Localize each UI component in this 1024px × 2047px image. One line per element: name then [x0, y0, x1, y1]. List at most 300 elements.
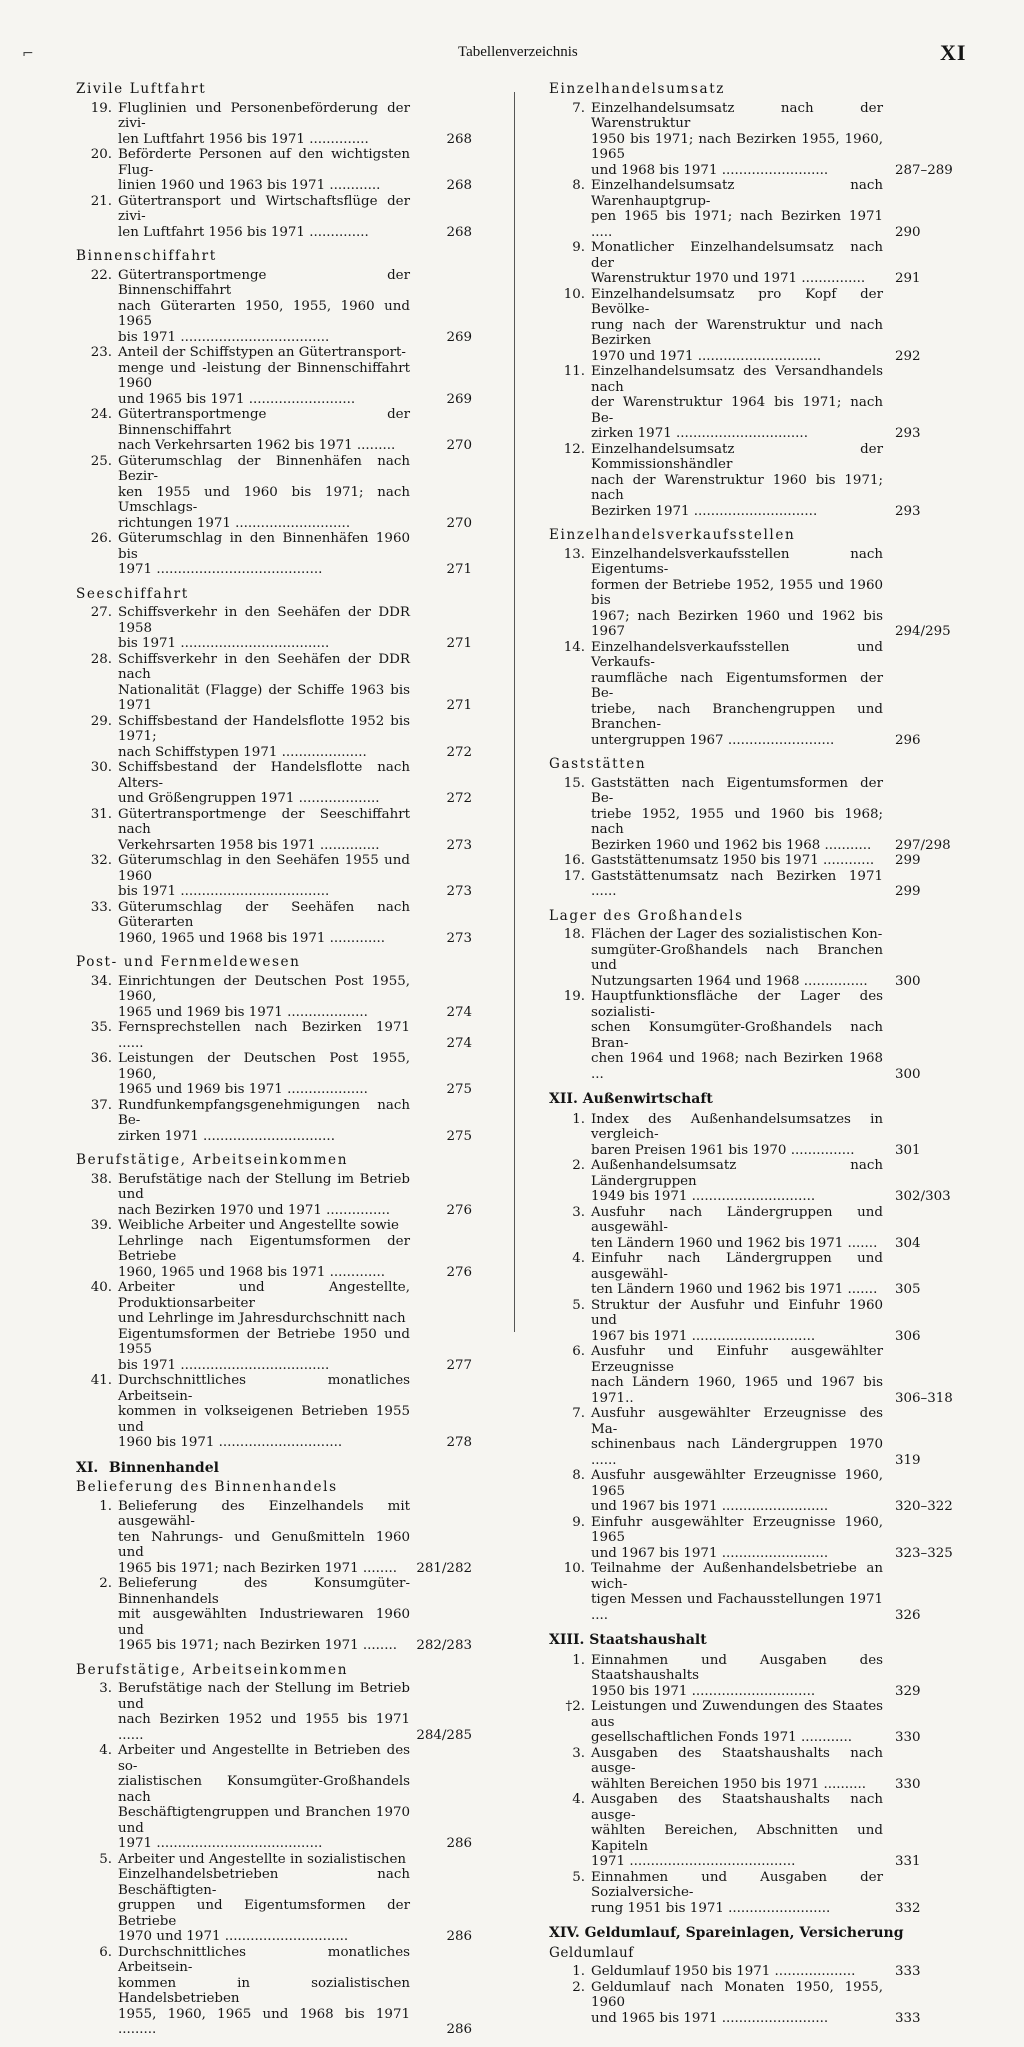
toc-entry[interactable] — [545, 1468, 975, 1515]
entry-title-line: rung nach der Warenstruktur und nach Bezirken — [591, 317, 883, 348]
entry-title-line: Einzelhandelsumsatz der Kommissionshändler — [591, 441, 883, 472]
entry-number: 8. — [572, 1468, 585, 1483]
entry-page-number: 270 — [446, 438, 472, 453]
entry-page-number: 275 — [446, 1128, 472, 1144]
entry-number: 2. — [572, 1979, 585, 1995]
entry-title — [591, 1251, 883, 1298]
toc-entry[interactable] — [72, 807, 472, 854]
entry-number: 39. — [90, 1218, 112, 1233]
entry-title — [118, 268, 410, 346]
entry-title — [118, 454, 410, 532]
entry-number: 26. — [90, 531, 112, 546]
entry-title-line: gruppen und Eigentumsformen der Betriebe — [118, 1898, 410, 1929]
entry-title — [118, 1852, 410, 1945]
entry-number: 4. — [572, 1792, 585, 1807]
toc-entry[interactable] — [545, 547, 975, 640]
toc-section — [72, 587, 472, 947]
entry-title-line: Arbeiter und Angestellte, Produktionsarbeiter — [118, 1280, 410, 1311]
entry-title — [118, 807, 410, 854]
entry-page-number: 268 — [446, 178, 472, 193]
entry-title — [591, 869, 883, 900]
entry-number: 1. — [572, 1111, 585, 1127]
toc-entry[interactable] — [72, 147, 472, 194]
entry-title — [118, 760, 410, 807]
toc-entry[interactable] — [72, 1218, 472, 1280]
entry-page-number: 271 — [446, 636, 472, 651]
toc-entry[interactable] — [72, 1020, 472, 1051]
toc-entry[interactable] — [72, 1098, 472, 1145]
entry-title — [118, 1499, 410, 1577]
toc-section — [72, 1663, 472, 2038]
toc-entry[interactable] — [72, 345, 472, 407]
entry-title-line: Einfuhr ausgewählter Erzeugnisse 1960, 1965 — [591, 1514, 883, 1545]
entry-title-line: Einrichtungen der Deutschen Post 1955, 1960, — [118, 973, 410, 1004]
entry-page-number: 300 — [895, 1066, 921, 1082]
toc-entry[interactable] — [545, 776, 975, 854]
toc-entry[interactable] — [545, 927, 975, 989]
entry-page-number: 306 — [895, 1328, 921, 1344]
entry-title-line: Struktur der Ausfuhr und Einfuhr 1960 und — [591, 1297, 883, 1328]
entry-title-line: 1960, 1965 und 1968 bis 1971 ............. — [118, 930, 385, 946]
entry-title-line: ken 1955 und 1960 bis 1971; nach Umschlags- — [118, 484, 410, 515]
entry-title — [118, 1172, 410, 1219]
entry-number: 1. — [572, 1652, 585, 1668]
entry-number: 17. — [563, 868, 585, 884]
entry-title — [591, 101, 883, 179]
entry-page-number: 272 — [446, 744, 472, 760]
chapter-number: XI. — [76, 1459, 99, 1476]
toc-entry[interactable] — [72, 974, 472, 1021]
entry-title — [591, 178, 883, 240]
entry-title-line: linien 1960 und 1963 bis 1971 ............ — [118, 178, 381, 193]
entry-page-number: 274 — [446, 1035, 472, 1051]
entry-page-number: 291 — [895, 271, 921, 286]
toc-section — [545, 909, 975, 1083]
toc-entry[interactable] — [72, 605, 472, 652]
entry-number: 2. — [572, 1158, 585, 1173]
entry-page-number: 326 — [895, 1607, 921, 1623]
entry-title-line: nach Bezirken 1952 und 1955 bis 1971 ...... — [118, 1712, 410, 1743]
toc-section — [545, 1653, 975, 1917]
entry-title-line: Berufstätige nach der Stellung im Betrieb und — [118, 1681, 410, 1712]
entry-title-line: rung 1951 bis 1971 ........................ — [591, 1900, 831, 1916]
running-header-title: Tabellenverzeichnis — [458, 44, 578, 60]
entry-number: 37. — [90, 1097, 112, 1113]
toc-entry[interactable] — [545, 287, 975, 365]
entry-title — [118, 1681, 410, 1743]
toc-entry[interactable] — [545, 1699, 975, 1746]
entry-page-number: 320–322 — [895, 1499, 953, 1514]
entry-title — [118, 1098, 410, 1145]
entry-title-line: pen 1965 bis 1971; nach Bezirken 1971 ..... — [591, 209, 883, 240]
entry-title — [591, 776, 883, 854]
entry-page-number: 333 — [895, 2010, 921, 2026]
toc-entry[interactable] — [72, 1280, 472, 1373]
entry-title — [118, 1743, 410, 1852]
entry-title-line: Bezirken 1960 und 1962 bis 1968 ........... — [591, 837, 872, 853]
entry-title-line: und 1967 bis 1971 ......................... — [591, 1499, 829, 1514]
toc-section — [72, 1153, 472, 1451]
entry-page-number: 329 — [895, 1683, 921, 1699]
entry-page-number: 304 — [895, 1235, 921, 1251]
entry-title-line: kommen in volkseigenen Betrieben 1955 und — [118, 1404, 410, 1435]
entry-title-line: Außenhandelsumsatz nach Ländergruppen — [591, 1158, 883, 1189]
entry-title — [591, 1406, 883, 1468]
chapter-title: Außenwirtschaft — [582, 1091, 713, 1107]
toc-entry[interactable] — [545, 364, 975, 442]
entry-title — [118, 1280, 410, 1373]
toc-entry[interactable] — [545, 1653, 975, 1700]
entry-title — [591, 1158, 883, 1205]
toc-entry[interactable] — [72, 652, 472, 714]
entry-title-line: Weibliche Arbeiter und Angestellte sowie — [118, 1218, 399, 1233]
entry-number: 31. — [90, 806, 112, 822]
entry-title-line: 1970 und 1971 ............................. — [118, 1929, 349, 1944]
corner-mark: ⌐ — [22, 46, 34, 62]
toc-entry[interactable] — [545, 178, 975, 240]
entry-title-line: wählten Bereichen, Abschnitten und Kapiteln — [591, 1823, 883, 1854]
entry-title — [118, 147, 410, 194]
toc-entry[interactable] — [72, 1743, 472, 1852]
entry-number: 8. — [572, 178, 585, 193]
entry-title-line: Ausgaben des Staatshaushalts nach ausge- — [591, 1792, 883, 1823]
entry-title-line: ten Nahrungs- und Genußmitteln 1960 und — [118, 1529, 410, 1560]
entry-title-line: 1965 und 1969 bis 1971 ................... — [118, 1004, 368, 1020]
entry-title — [118, 1020, 410, 1051]
entry-title-line: zialistischen Konsumgüter-Großhandels nach — [118, 1774, 410, 1805]
entry-title-line: Schiffsbestand der Handelsflotte nach Alters- — [118, 760, 410, 791]
entry-title — [591, 927, 883, 989]
entry-title-line: Index des Außenhandelsumsatzes in vergleich- — [591, 1111, 883, 1142]
entry-title-line: 1960 bis 1971 ............................. — [118, 1435, 343, 1450]
entry-title-line: Beförderte Personen auf den wichtigsten Flug- — [118, 147, 410, 178]
entry-title-line: bis 1971 ................................... — [118, 329, 330, 345]
toc-entry[interactable] — [72, 1373, 472, 1451]
entry-title-line: Einzelhandelsbetrieben nach Beschäftigten- — [118, 1867, 410, 1898]
section-heading: Binnenschiffahrt — [76, 248, 217, 264]
chapter-number: XII. — [549, 1091, 578, 1107]
chapter-title: Geldumlauf, Spareinlagen, Versicherung — [584, 1925, 904, 1941]
entry-title-line: 1970 und 1971 ............................. — [591, 348, 822, 364]
entry-title-line: triebe, nach Branchengruppen und Branchen- — [591, 701, 883, 732]
entry-number: 10. — [563, 1561, 585, 1576]
section-heading: Einzelhandelsumsatz — [549, 81, 726, 97]
chapter-heading — [549, 1926, 975, 1942]
toc-entry[interactable] — [545, 869, 975, 900]
toc-entry[interactable] — [72, 101, 472, 148]
entry-page-number: 274 — [446, 1004, 472, 1020]
entry-title — [118, 1051, 410, 1098]
entry-title-line: zirken 1971 ............................... — [118, 1128, 335, 1144]
toc-entry[interactable] — [545, 853, 975, 869]
entry-number: 21. — [90, 193, 112, 209]
entry-title-line: tigen Messen und Fachausstellungen 1971 .... — [591, 1592, 883, 1623]
entry-number: 30. — [90, 760, 112, 775]
toc-entry[interactable] — [545, 1561, 975, 1623]
toc-entry[interactable] — [545, 640, 975, 749]
entry-title — [591, 1112, 883, 1159]
entry-title-line: nach der Warenstruktur 1960 bis 1971; nach — [591, 472, 883, 503]
entry-title-line: bis 1971 ................................... — [118, 636, 330, 651]
entry-title-line: und Größengruppen 1971 ................... — [118, 791, 380, 806]
entry-title-line: Güterumschlag in den Binnenhäfen 1960 bis — [118, 531, 410, 562]
entry-page-number: 273 — [446, 837, 472, 853]
toc-entry[interactable] — [545, 1298, 975, 1345]
entry-title-line: Leistungen der Deutschen Post 1955, 1960, — [118, 1051, 410, 1082]
entry-title-line: 1967 bis 1971 ............................. — [591, 1328, 816, 1344]
entry-title — [591, 1792, 883, 1870]
entry-title-line: Belieferung des Konsumgüter-Binnenhandels — [118, 1576, 410, 1607]
entry-title — [591, 1344, 883, 1406]
toc-entry[interactable] — [72, 407, 472, 454]
entry-title — [118, 853, 410, 900]
entry-title-line: bis 1971 ................................... — [118, 1357, 330, 1373]
entry-number: 36. — [90, 1051, 112, 1066]
entry-title — [118, 1576, 410, 1654]
entry-title — [591, 442, 883, 520]
entry-title-line: Arbeiter und Angestellte in Betrieben des so- — [118, 1743, 410, 1774]
entry-page-number: 272 — [446, 791, 472, 806]
toc-entry[interactable] — [72, 454, 472, 532]
section-heading: Berufstätige, Arbeitseinkommen — [76, 1661, 349, 1678]
entry-number: 33. — [90, 899, 112, 915]
toc-section — [545, 528, 975, 748]
entry-number: 4. — [99, 1743, 112, 1758]
page-header — [0, 40, 1024, 70]
entry-title-line: Eigentumsformen der Betriebe 1950 und 1955 — [118, 1326, 410, 1357]
toc-section — [72, 955, 472, 1144]
entry-title-line: ten Ländern 1960 und 1962 bis 1971 ....... — [591, 1282, 878, 1297]
toc-section — [545, 757, 975, 900]
entry-title-line: len Luftfahrt 1956 bis 1971 .............. — [118, 131, 369, 147]
entry-title-line: Ausgaben des Staatshaushalts nach ausge- — [591, 1745, 883, 1776]
entry-number: 32. — [90, 853, 112, 868]
toc-entry[interactable] — [72, 714, 472, 761]
entry-title-line: Anteil der Schiffstypen an Gütertransport- — [118, 345, 406, 360]
chapter-heading — [549, 1092, 975, 1108]
entry-number: 24. — [90, 407, 112, 422]
entry-title — [118, 605, 410, 652]
toc-entry[interactable] — [72, 1681, 472, 1743]
entry-number: 6. — [99, 1944, 112, 1960]
entry-title-line: Güterumschlag der Binnenhäfen nach Bezir- — [118, 453, 410, 484]
entry-title-line: Bezirken 1971 ............................. — [591, 503, 818, 519]
entry-title-line: richtungen 1971 ........................... — [118, 515, 351, 531]
entry-page-number: 299 — [895, 884, 921, 899]
entry-title-line: 1971 ....................................... — [118, 1836, 323, 1851]
entry-title-line: Einzelhandelsumsatz nach Warenhauptgrup- — [591, 178, 883, 209]
column-divider — [514, 92, 515, 1332]
entry-number: 5. — [99, 1851, 112, 1867]
entry-title-line: Güterumschlag in den Seehäfen 1955 und 1960 — [118, 853, 410, 884]
entry-number: 20. — [90, 147, 112, 162]
entry-title-line: Gütertransportmenge der Binnenschiffahrt — [118, 407, 410, 438]
entry-title-line: triebe 1952, 1955 und 1960 bis 1968; nach — [591, 806, 883, 837]
entry-title — [591, 1515, 883, 1562]
section-heading: Seeschiffahrt — [76, 585, 189, 602]
toc-entry[interactable] — [72, 1172, 472, 1219]
entry-title — [118, 974, 410, 1021]
entry-title-line: kommen in sozialistischen Handelsbetrieben — [118, 1975, 410, 2006]
entry-number: 3. — [99, 1681, 112, 1696]
toc-section — [545, 1946, 975, 2027]
entry-title — [118, 194, 410, 241]
toc-section — [72, 249, 472, 578]
entry-title-line: Gaststättenumsatz 1950 bis 1971 ............ — [591, 853, 875, 868]
entry-title-line: schen Konsumgüter-Großhandels nach Bran- — [591, 1020, 883, 1051]
entry-title-line: nach Verkehrsarten 1962 bis 1971 ......... — [118, 438, 396, 453]
entry-title-line: Einfuhr nach Ländergruppen und ausgewähl- — [591, 1251, 883, 1282]
toc-entry[interactable] — [72, 1499, 472, 1577]
entry-page-number: 271 — [446, 562, 472, 577]
entry-title-line: und 1967 bis 1971 ......................... — [591, 1545, 829, 1561]
entry-title-line: ten Ländern 1960 und 1962 bis 1971 ....... — [591, 1235, 878, 1251]
entry-number: 34. — [90, 973, 112, 989]
toc-entry[interactable] — [545, 442, 975, 520]
entry-title — [591, 240, 883, 287]
entry-number: 23. — [90, 345, 112, 360]
entry-title-line: Gaststätten nach Eigentumsformen der Be- — [591, 775, 883, 806]
toc-entry[interactable] — [72, 1945, 472, 2038]
entry-title-line: gesellschaftlichen Fonds 1971 ............ — [591, 1730, 853, 1745]
section-heading: Post- und Fernmeldewesen — [76, 954, 301, 970]
entry-title-line: schinenbaus nach Ländergruppen 1970 ...... — [591, 1437, 883, 1468]
entry-title-line: Nationalität (Flagge) der Schiffe 1963 bis 1971 — [118, 682, 410, 713]
entry-title-line: Durchschnittliches monatliches Arbeitsein- — [118, 1944, 410, 1975]
section-heading: Belieferung des Binnenhandels — [76, 1479, 338, 1495]
toc-entry[interactable] — [545, 1251, 975, 1298]
entry-title-line: Fluglinien und Personenbeförderung der zivi- — [118, 100, 410, 131]
entry-page-number: 273 — [446, 930, 472, 946]
entry-title-line: Schiffsverkehr in den Seehäfen der DDR nach — [118, 651, 410, 682]
entry-title-line: 1955, 1960, 1965 und 1968 bis 1971 ......... — [118, 2006, 410, 2037]
chapter-title: Binnenhandel — [108, 1459, 219, 1476]
entry-title-line: Warenstruktur 1970 und 1971 ............... — [591, 271, 866, 286]
entry-page-number: 275 — [446, 1082, 472, 1097]
section-heading: Gaststätten — [549, 756, 647, 772]
entry-title-line: der Warenstruktur 1964 bis 1971; nach Be- — [591, 395, 883, 426]
entry-number: 5. — [572, 1869, 585, 1885]
toc-entry[interactable] — [545, 1515, 975, 1562]
entry-title-line: Teilnahme der Außenhandelsbetriebe an wich- — [591, 1561, 883, 1592]
entry-page-number: 287–289 — [895, 162, 953, 178]
toc-entry[interactable] — [545, 1112, 975, 1159]
entry-title-line: sumgüter-Großhandels nach Branchen und — [591, 942, 883, 973]
entry-title-line: Ausfuhr und Einfuhr ausgewählter Erzeugnisse — [591, 1344, 883, 1375]
entry-title-line: und 1968 bis 1971 ......................... — [591, 162, 829, 178]
entry-page-number: 292 — [895, 348, 921, 364]
toc-entry[interactable] — [72, 1852, 472, 1945]
entry-title — [591, 1298, 883, 1345]
toc-entry[interactable] — [72, 760, 472, 807]
entry-title-line: Monatlicher Einzelhandelsumsatz nach der — [591, 240, 883, 271]
entry-number: 28. — [90, 651, 112, 667]
entry-title — [118, 1945, 410, 2038]
entry-page-number: 273 — [446, 884, 472, 899]
entry-title-line: formen der Betriebe 1952, 1955 und 1960 bis — [591, 577, 883, 608]
entry-page-number: 301 — [895, 1142, 921, 1158]
toc-entry[interactable] — [72, 900, 472, 947]
entry-title-line: mit ausgewählten Industriewaren 1960 und — [118, 1607, 410, 1638]
left-column — [72, 80, 472, 2047]
entry-title — [591, 853, 883, 869]
entry-title — [591, 1699, 883, 1746]
toc-section — [545, 82, 975, 519]
entry-page-number: 293 — [895, 503, 921, 519]
section-heading: Berufstätige, Arbeitseinkommen — [76, 1152, 349, 1168]
entry-number: 9. — [572, 1514, 585, 1530]
entry-number: 4. — [572, 1251, 585, 1266]
chapter-number: XIII. — [549, 1632, 585, 1648]
entry-title — [591, 1468, 883, 1515]
entry-page-number: 282/283 — [416, 1638, 472, 1653]
entry-number: 19. — [563, 989, 585, 1004]
toc-entry[interactable] — [545, 1406, 975, 1468]
entry-title — [591, 287, 883, 365]
entry-page-number: 299 — [895, 853, 921, 868]
toc-entry[interactable] — [72, 1051, 472, 1098]
entry-page-number: 300 — [895, 973, 921, 989]
entry-title-line: raumfläche nach Eigentumsformen der Be- — [591, 670, 883, 701]
toc-entry[interactable] — [545, 1205, 975, 1252]
entry-title-line: bis 1971 ................................... — [118, 884, 330, 899]
entry-title — [118, 407, 410, 454]
toc-entry[interactable] — [72, 531, 472, 578]
entry-title-line: und Lehrlinge im Jahresdurchschnitt nach — [118, 1311, 406, 1326]
toc-entry[interactable] — [72, 853, 472, 900]
toc-entry[interactable] — [545, 1980, 975, 2027]
entry-title-line: Gütertransportmenge der Seeschiffahrt nach — [118, 806, 410, 837]
entry-page-number: 306–318 — [895, 1390, 953, 1406]
toc-entry[interactable] — [545, 989, 975, 1082]
toc-entry[interactable] — [72, 194, 472, 241]
entry-title — [591, 989, 883, 1082]
entry-number: 35. — [90, 1020, 112, 1035]
entry-title-line: Flächen der Lager des sozialistischen Kon- — [591, 927, 883, 942]
toc-entry[interactable] — [72, 1576, 472, 1654]
entry-number: 29. — [90, 713, 112, 729]
toc-section — [72, 82, 472, 240]
entry-title — [591, 1746, 883, 1793]
toc-entry[interactable] — [545, 240, 975, 287]
entry-title-line: Rundfunkempfangsgenehmigungen nach Be- — [118, 1097, 410, 1128]
entry-title — [591, 1980, 883, 2027]
toc-entry[interactable] — [72, 268, 472, 346]
entry-page-number: 297/298 — [895, 837, 951, 853]
entry-number: 18. — [563, 927, 585, 942]
entry-title-line: Gütertransport und Wirtschaftsflüge der zivi- — [118, 193, 410, 224]
entry-number: 16. — [563, 853, 585, 868]
entry-number: 14. — [563, 639, 585, 655]
entry-page-number: 286 — [446, 2022, 472, 2037]
toc-entry[interactable] — [545, 1746, 975, 1793]
entry-title-line: Verkehrsarten 1958 bis 1971 .............. — [118, 837, 380, 853]
toc-entry[interactable] — [545, 101, 975, 179]
entry-number: 19. — [90, 100, 112, 116]
toc-entry[interactable] — [545, 1792, 975, 1870]
toc-entry[interactable] — [545, 1964, 975, 1980]
entry-title-line: Geldumlauf nach Monaten 1950, 1955, 1960 — [591, 1979, 883, 2010]
section-heading: Geldumlauf — [549, 1944, 634, 1961]
entry-title-line: nach Bezirken 1970 und 1971 ............... — [118, 1202, 391, 1218]
entry-title-line: 1967; nach Bezirken 1960 und 1962 bis 1967 — [591, 608, 883, 639]
toc-entry[interactable] — [545, 1158, 975, 1205]
entry-title-line: Gütertransportmenge der Binnenschiffahrt — [118, 267, 410, 298]
toc-entry[interactable] — [545, 1870, 975, 1917]
entry-title — [591, 1870, 883, 1917]
entry-title-line: Einzelhandelsverkaufsstellen und Verkaufs- — [591, 639, 883, 670]
toc-entry[interactable] — [545, 1344, 975, 1406]
